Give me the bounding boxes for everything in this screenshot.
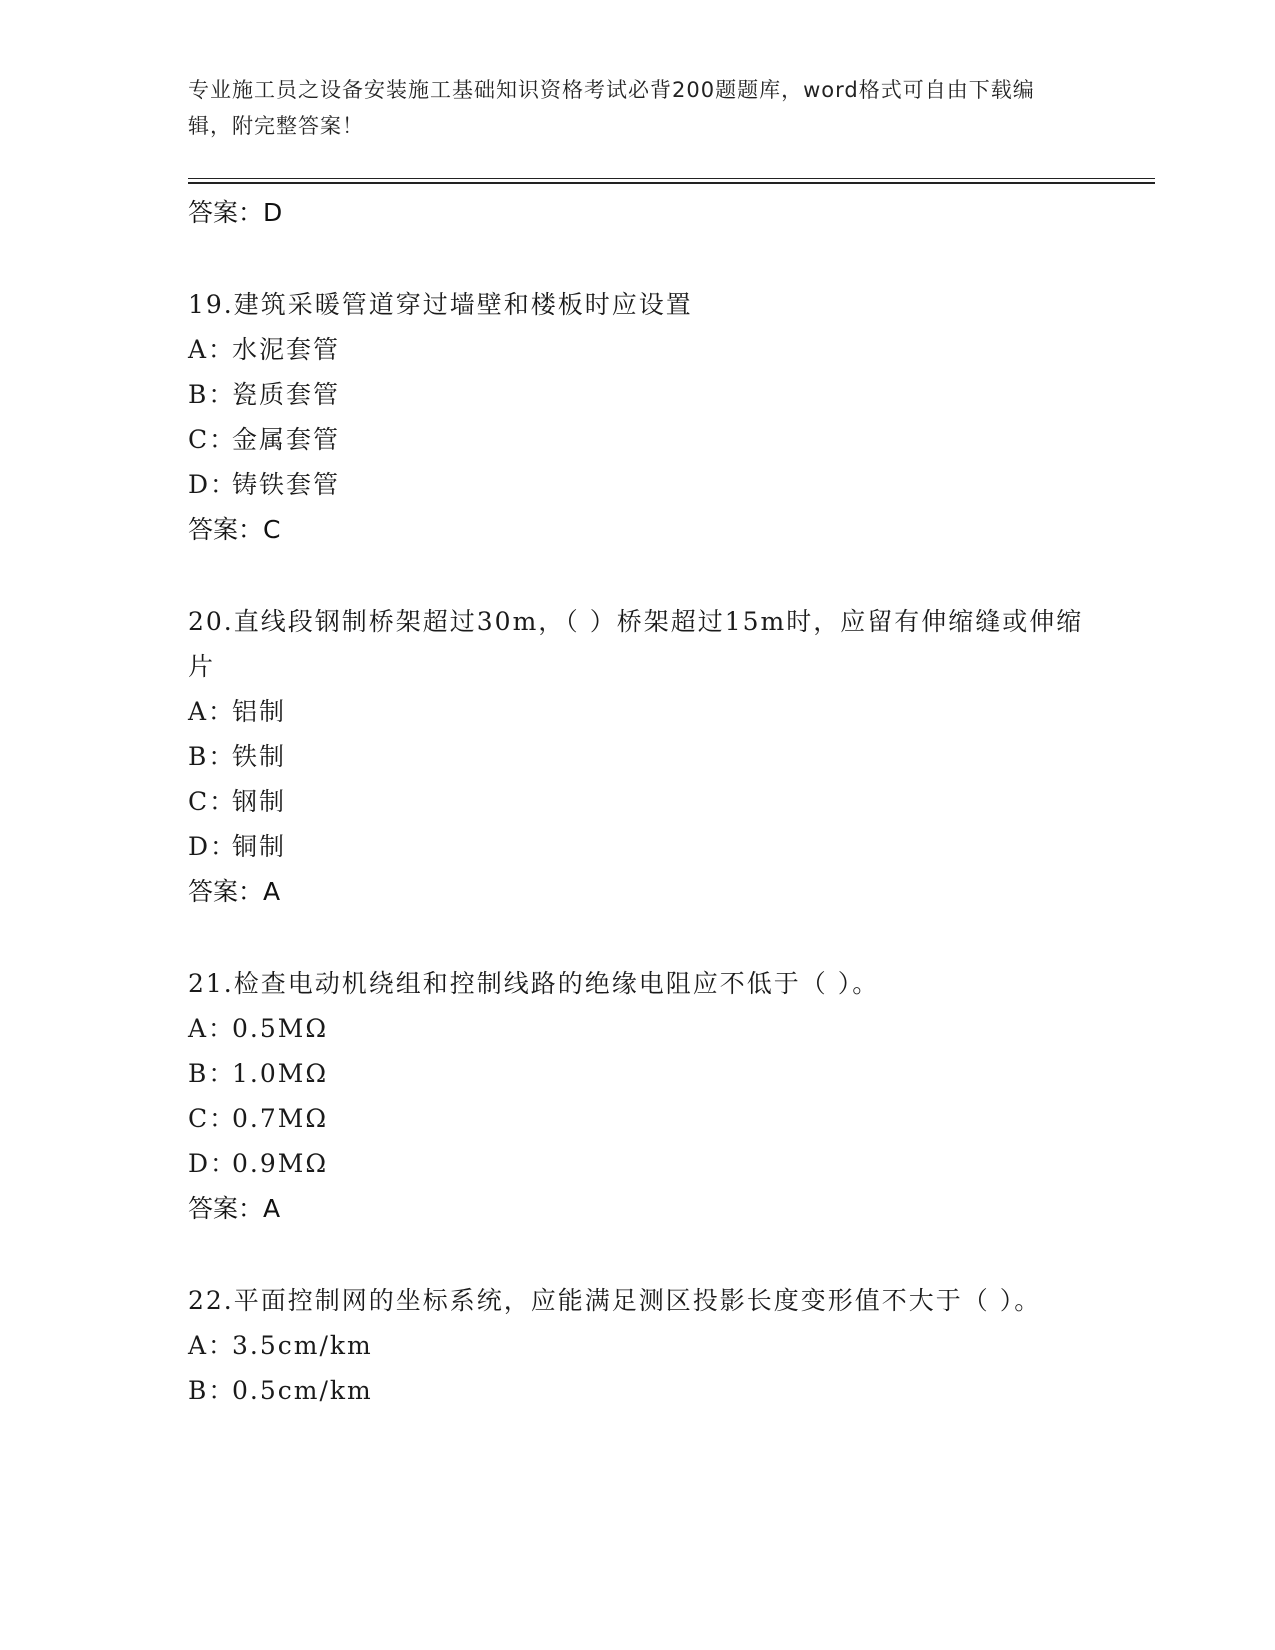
question-text: 22.平面控制网的坐标系统，应能满足测区投影长度变形值不大于（ ）。 [188,1286,1042,1315]
option-letter: A： [188,1331,236,1360]
option-a [188,1006,1088,1051]
option-letter: D： [188,832,238,861]
question-text: 20.直线段钢制桥架超过30m，（ ）桥架超过15m时，应留有伸缩缝或伸缩片 [188,607,1084,681]
leading-answer: 答案：D [188,198,283,227]
option-text: 3.5cm/km [232,1331,373,1360]
option-text: 铁制 [232,742,287,771]
question-list [188,190,1088,1413]
option-letter: C： [188,787,237,816]
spacer [188,914,1088,961]
option-letter: C： [188,1104,237,1133]
option-letter: D： [188,470,238,499]
option-text: 钢制 [232,787,287,816]
option-text: 铸铁套管 [232,470,341,499]
option-c [188,417,1088,462]
option-letter: B： [188,742,236,771]
answer: 答案：C [188,515,281,544]
option-text: 铜制 [232,832,287,861]
option-c [188,1096,1088,1141]
option-a [188,1323,1088,1368]
option-d [188,462,1088,507]
option-b [188,1051,1088,1096]
option-letter: B： [188,1376,236,1405]
option-c [188,779,1088,824]
question-block [188,961,1088,1231]
question-text: 21.检查电动机绕组和控制线路的绝缘电阻应不低于（ ）。 [188,969,880,998]
option-letter: A： [188,697,236,726]
option-text: 金属套管 [232,425,341,454]
option-text: 0.7MΩ [232,1104,329,1133]
option-letter: A： [188,1014,236,1043]
option-b [188,372,1088,417]
question-block [188,1278,1088,1413]
answer: 答案：A [188,877,281,906]
option-b [188,1368,1088,1413]
spacer [188,552,1088,599]
option-text: 0.9MΩ [232,1149,329,1178]
question-block [188,599,1088,914]
option-letter: B： [188,1059,236,1088]
option-a [188,689,1088,734]
option-letter: B： [188,380,236,409]
option-text: 1.0MΩ [232,1059,329,1088]
option-a [188,327,1088,372]
option-text: 瓷质套管 [232,380,341,409]
document-header: 专业施工员之设备安装施工基础知识资格考试必背200题题库，word格式可自由下载编辑，附完整答案！ [188,78,1035,138]
spacer [188,1231,1088,1278]
option-d [188,1141,1088,1186]
option-letter: C： [188,425,237,454]
header-divider-thin [188,178,1155,179]
option-b [188,734,1088,779]
question-block [188,282,1088,552]
option-letter: D： [188,1149,238,1178]
question-text: 19.建筑采暖管道穿过墙壁和楼板时应设置 [188,290,693,319]
option-d [188,824,1088,869]
option-letter: A： [188,335,236,364]
answer: 答案：A [188,1194,281,1223]
option-text: 水泥套管 [232,335,341,364]
option-text: 0.5MΩ [232,1014,329,1043]
option-text: 铝制 [232,697,287,726]
option-text: 0.5cm/km [232,1376,373,1405]
spacer [188,235,1088,282]
header-divider-thick [188,182,1155,184]
